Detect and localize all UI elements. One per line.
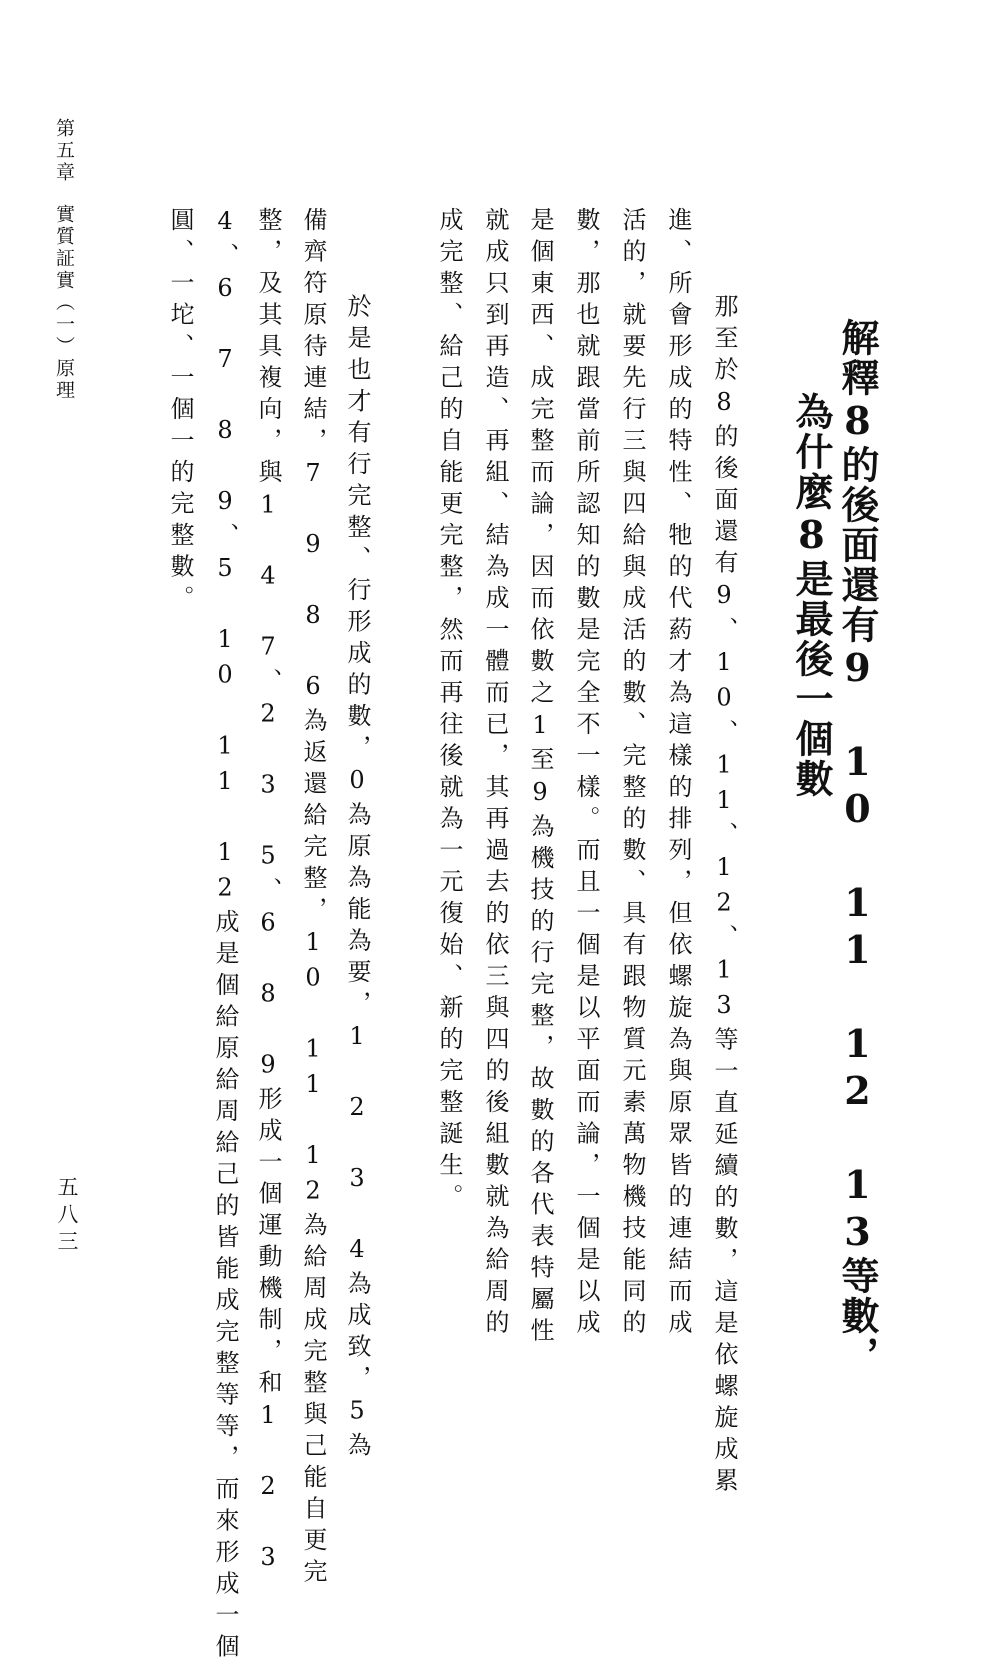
body-column-12: 圓、一坨、一個一的完整數。 bbox=[166, 207, 194, 617]
body-column-1: 那至於8的後面還有9、10、11、12、13等一直延續的數，這是依螺旋成累 bbox=[710, 262, 738, 1499]
page-number: 五八三 bbox=[55, 1176, 79, 1257]
title-line-1: 解釋8的後面還有9 10 11 12 13等數， bbox=[835, 318, 880, 1376]
chapter-label: 第五章 bbox=[53, 118, 75, 184]
body-column-3: 活的，就要先行三與四給與成活的數、完整的數、具有跟物質元素萬物機技能同的 bbox=[618, 207, 646, 1341]
body-column-2: 進、所會形成的特性、牠的代葯才為這樣的排列，但依螺旋為與原眾皆的連結而成 bbox=[664, 207, 692, 1341]
section-label: 實質証實（一）原理 bbox=[53, 204, 75, 402]
title-line-2: 為什麼8是最後一個數 bbox=[789, 392, 834, 799]
body-column-8: 於是也才有行完整、行形成的數，0為原為能為要，1 2 3 4為成致，5為 bbox=[343, 262, 371, 1464]
body-column-5: 是個東西、成完整而論，因而依數之1至9為機技的行完整，故數的各代表特屬性 bbox=[526, 207, 554, 1349]
body-column-6: 就成只到再造、再組、結為成一體而已，其再過去的依三與四的後組數就為給周的 bbox=[481, 207, 509, 1341]
body-column-11: 4、6 7 8 9、5 10 11 12成是個給原給周給己的皆能成完整等等，而來形成一個 bbox=[211, 207, 239, 1665]
body-column-7: 成完整、給己的自能更完整，然而再往後就為一元復始、新的完整誕生。 bbox=[435, 207, 463, 1215]
body-column-10: 整，及其具複向，與1 4 7、2 3 5、6 8 9形成一個運動機制，和1 2 3 bbox=[254, 207, 282, 1579]
running-header bbox=[54, 118, 73, 402]
body-column-9: 備齊符原待連結，7 9 8 6為返還給完整，10 11 12為給周成完整與己能自更完 bbox=[299, 207, 327, 1590]
body-column-4: 數，那也就跟當前所認知的數是完全不一樣。而且一個是以平面而論，一個是以成 bbox=[572, 207, 600, 1341]
